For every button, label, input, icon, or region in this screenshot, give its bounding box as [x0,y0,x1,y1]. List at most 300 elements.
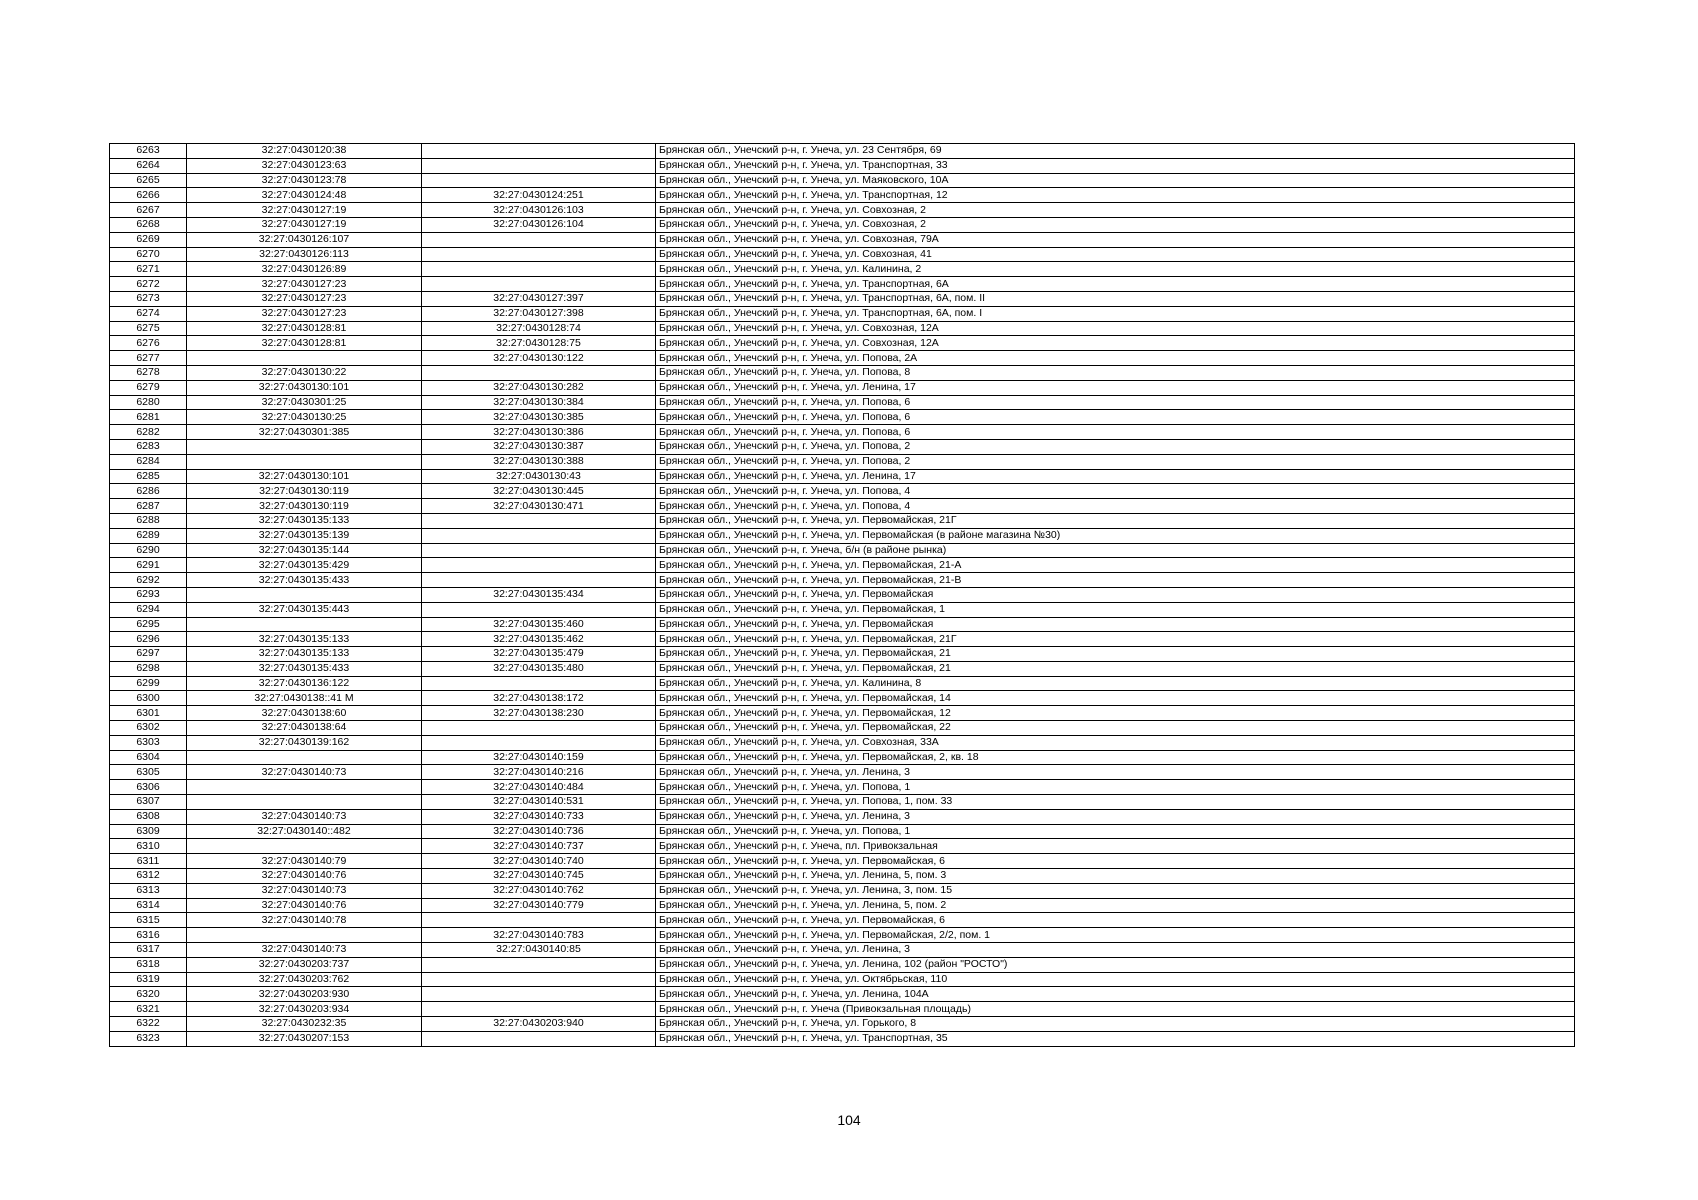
row-number-cell: 6310 [110,839,187,854]
cadastral-number-cell [187,750,422,765]
table-row [110,173,1575,188]
cadastral-number-cell: 32:27:0430139:162 [187,735,422,750]
object-number-cell: 32:27:0430140:779 [422,898,656,913]
row-number-cell: 6271 [110,262,187,277]
row-number-cell: 6272 [110,277,187,292]
table-row [110,499,1575,514]
table-row [110,321,1575,336]
address-cell: Брянская обл., Унечский р-н, г. Унеча, ул. Ленина, 3 [656,809,1575,824]
table-row [110,721,1575,736]
object-number-cell: 32:27:0430127:397 [422,291,656,306]
table-row [110,336,1575,351]
row-number-cell: 6263 [110,144,187,159]
cadastral-number-cell: 32:27:0430135:144 [187,543,422,558]
row-number-cell: 6321 [110,1002,187,1017]
object-number-cell: 32:27:0430130:282 [422,380,656,395]
row-number-cell: 6277 [110,351,187,366]
table-row [110,573,1575,588]
cadastral-number-cell: 32:27:0430130:101 [187,380,422,395]
address-cell: Брянская обл., Унечский р-н, г. Унеча, ул. Транспортная, 12 [656,188,1575,203]
row-number-cell: 6282 [110,425,187,440]
table-row [110,469,1575,484]
address-cell: Брянская обл., Унечский р-н, г. Унеча, ул. Ленина, 104А [656,987,1575,1002]
cadastral-number-cell: 32:27:0430130:119 [187,484,422,499]
row-number-cell: 6273 [110,291,187,306]
cadastral-number-cell: 32:27:0430128:81 [187,321,422,336]
address-cell: Брянская обл., Унечский р-н, г. Унеча, ул. Совхозная, 41 [656,247,1575,262]
cadastral-number-cell: 32:27:0430130:119 [187,499,422,514]
address-cell: Брянская обл., Унечский р-н, г. Унеча, ул. 23 Сентября, 69 [656,144,1575,159]
cadastral-number-cell: 32:27:0430135:133 [187,647,422,662]
table-row [110,188,1575,203]
row-number-cell: 6301 [110,706,187,721]
cadastral-number-cell: 32:27:0430301:25 [187,395,422,410]
row-number-cell: 6270 [110,247,187,262]
row-number-cell: 6279 [110,380,187,395]
table-row [110,1017,1575,1032]
object-number-cell [422,262,656,277]
row-number-cell: 6284 [110,454,187,469]
object-number-cell: 32:27:0430126:103 [422,203,656,218]
address-cell: Брянская обл., Унечский р-н, г. Унеча, ул. Попова, 1, пом. 33 [656,795,1575,810]
object-number-cell: 32:27:0430130:471 [422,499,656,514]
registry-table [109,143,1575,1047]
object-number-cell [422,676,656,691]
object-number-cell [422,573,656,588]
cadastral-number-cell: 32:27:0430207:153 [187,1031,422,1046]
object-number-cell [422,277,656,292]
row-number-cell: 6269 [110,232,187,247]
object-number-cell [422,365,656,380]
address-cell: Брянская обл., Унечский р-н, г. Унеча, ул. Первомайская [656,617,1575,632]
cadastral-number-cell [187,454,422,469]
cadastral-number-cell [187,351,422,366]
row-number-cell: 6318 [110,957,187,972]
cadastral-number-cell: 32:27:0430124:48 [187,188,422,203]
table-row [110,735,1575,750]
object-number-cell: 32:27:0430140:85 [422,943,656,958]
object-number-cell: 32:27:0430130:43 [422,469,656,484]
row-number-cell: 6311 [110,854,187,869]
table-row [110,602,1575,617]
object-number-cell: 32:27:0430130:385 [422,410,656,425]
table-row [110,513,1575,528]
address-cell: Брянская обл., Унечский р-н, г. Унеча, ул. Ленина, 5, пом. 3 [656,869,1575,884]
table-row [110,661,1575,676]
table-row [110,869,1575,884]
cadastral-number-cell: 32:27:0430123:63 [187,158,422,173]
cadastral-number-cell: 32:27:0430138:64 [187,721,422,736]
cadastral-number-cell [187,839,422,854]
table-row [110,247,1575,262]
object-number-cell [422,528,656,543]
table-row [110,365,1575,380]
object-number-cell [422,173,656,188]
cadastral-number-cell: 32:27:0430120:38 [187,144,422,159]
row-number-cell: 6294 [110,602,187,617]
cadastral-number-cell: 32:27:0430140:73 [187,809,422,824]
cadastral-number-cell: 32:27:0430140:73 [187,943,422,958]
row-number-cell: 6316 [110,928,187,943]
row-number-cell: 6317 [110,943,187,958]
object-number-cell [422,913,656,928]
object-number-cell [422,1002,656,1017]
cadastral-number-cell: 32:27:0430140:76 [187,869,422,884]
address-cell: Брянская обл., Унечский р-н, г. Унеча, ул. Первомайская, 21Г [656,632,1575,647]
object-number-cell: 32:27:0430135:479 [422,647,656,662]
cadastral-number-cell: 32:27:0430140:73 [187,765,422,780]
address-cell: Брянская обл., Унечский р-н, г. Унеча, ул. Совхозная, 12А [656,321,1575,336]
address-cell: Брянская обл., Унечский р-н, г. Унеча, ул. Калинина, 2 [656,262,1575,277]
cadastral-number-cell: 32:27:0430127:19 [187,217,422,232]
row-number-cell: 6295 [110,617,187,632]
table-row [110,291,1575,306]
object-number-cell [422,1031,656,1046]
table-row [110,158,1575,173]
table-row [110,587,1575,602]
object-number-cell: 32:27:0430130:445 [422,484,656,499]
cadastral-number-cell [187,795,422,810]
row-number-cell: 6323 [110,1031,187,1046]
table-row [110,647,1575,662]
cadastral-number-cell [187,587,422,602]
object-number-cell: 32:27:0430128:74 [422,321,656,336]
cadastral-number-cell: 32:27:0430301:385 [187,425,422,440]
row-number-cell: 6266 [110,188,187,203]
table-row [110,750,1575,765]
address-cell: Брянская обл., Унечский р-н, г. Унеча, ул. Первомайская, 21-В [656,573,1575,588]
row-number-cell: 6278 [110,365,187,380]
object-number-cell: 32:27:0430130:122 [422,351,656,366]
cadastral-number-cell: 32:27:0430203:762 [187,972,422,987]
object-number-cell: 32:27:0430140:762 [422,883,656,898]
object-number-cell [422,543,656,558]
address-cell: Брянская обл., Унечский р-н, г. Унеча, ул. Совхозная, 79А [656,232,1575,247]
row-number-cell: 6313 [110,883,187,898]
table-row [110,558,1575,573]
cadastral-number-cell: 32:27:0430140:73 [187,883,422,898]
table-row [110,380,1575,395]
object-number-cell [422,558,656,573]
cadastral-number-cell: 32:27:0430140::482 [187,824,422,839]
table-row [110,957,1575,972]
address-cell: Брянская обл., Унечский р-н, г. Унеча, ул. Ленина, 3, пом. 15 [656,883,1575,898]
object-number-cell: 32:27:0430140:531 [422,795,656,810]
table-row [110,232,1575,247]
row-number-cell: 6286 [110,484,187,499]
object-number-cell: 32:27:0430140:216 [422,765,656,780]
cadastral-number-cell [187,439,422,454]
cadastral-number-cell: 32:27:0430130:22 [187,365,422,380]
table-row [110,809,1575,824]
row-number-cell: 6304 [110,750,187,765]
object-number-cell: 32:27:0430130:388 [422,454,656,469]
address-cell: Брянская обл., Унечский р-н, г. Унеча (Привокзальная площадь) [656,1002,1575,1017]
object-number-cell [422,987,656,1002]
address-cell: Брянская обл., Унечский р-н, г. Унеча, ул. Попова, 2 [656,439,1575,454]
row-number-cell: 6307 [110,795,187,810]
table-row [110,972,1575,987]
cadastral-number-cell: 32:27:0430126:113 [187,247,422,262]
table-row [110,691,1575,706]
table-row [110,617,1575,632]
object-number-cell [422,957,656,972]
table-row [110,410,1575,425]
address-cell: Брянская обл., Унечский р-н, г. Унеча, ул. Калинина, 8 [656,676,1575,691]
address-cell: Брянская обл., Унечский р-н, г. Унеча, ул. Попова, 6 [656,395,1575,410]
table-row [110,1031,1575,1046]
address-cell: Брянская обл., Унечский р-н, г. Унеча, ул. Совхозная, 2 [656,203,1575,218]
object-number-cell: 32:27:0430140:737 [422,839,656,854]
address-cell: Брянская обл., Унечский р-н, г. Унеча, б/н (в районе рынка) [656,543,1575,558]
address-cell: Брянская обл., Унечский р-н, г. Унеча, ул. Первомайская, 21-А [656,558,1575,573]
address-cell: Брянская обл., Унечский р-н, г. Унеча, ул. Первомайская, 21 [656,661,1575,676]
address-cell: Брянская обл., Унечский р-н, г. Унеча, ул. Попова, 6 [656,425,1575,440]
address-cell: Брянская обл., Унечский р-н, г. Унеча, ул. Ленина, 3 [656,765,1575,780]
object-number-cell: 32:27:0430140:736 [422,824,656,839]
cadastral-number-cell: 32:27:0430135:443 [187,602,422,617]
row-number-cell: 6309 [110,824,187,839]
row-number-cell: 6300 [110,691,187,706]
address-cell: Брянская обл., Унечский р-н, г. Унеча, ул. Попова, 1 [656,824,1575,839]
table-row [110,439,1575,454]
object-number-cell: 32:27:0430140:733 [422,809,656,824]
table-row [110,262,1575,277]
row-number-cell: 6285 [110,469,187,484]
cadastral-number-cell: 32:27:0430140:76 [187,898,422,913]
object-number-cell [422,513,656,528]
cadastral-number-cell: 32:27:0430135:433 [187,661,422,676]
address-cell: Брянская обл., Унечский р-н, г. Унеча, пл. Привокзальная [656,839,1575,854]
table-row [110,454,1575,469]
address-cell: Брянская обл., Унечский р-н, г. Унеча, ул. Первомайская, 2, кв. 18 [656,750,1575,765]
cadastral-number-cell: 32:27:0430135:139 [187,528,422,543]
address-cell: Брянская обл., Унечский р-н, г. Унеча, ул. Ленина, 17 [656,380,1575,395]
address-cell: Брянская обл., Унечский р-н, г. Унеча, ул. Октябрьская, 110 [656,972,1575,987]
cadastral-number-cell [187,928,422,943]
row-number-cell: 6312 [110,869,187,884]
row-number-cell: 6322 [110,1017,187,1032]
table-row [110,144,1575,159]
address-cell: Брянская обл., Унечский р-н, г. Унеча, ул. Попова, 6 [656,410,1575,425]
object-number-cell: 32:27:0430140:484 [422,780,656,795]
address-cell: Брянская обл., Унечский р-н, г. Унеча, ул. Транспортная, 6А [656,277,1575,292]
row-number-cell: 6281 [110,410,187,425]
row-number-cell: 6299 [110,676,187,691]
cadastral-number-cell: 32:27:0430135:133 [187,513,422,528]
table-row [110,780,1575,795]
row-number-cell: 6289 [110,528,187,543]
table-row [110,765,1575,780]
row-number-cell: 6319 [110,972,187,987]
cadastral-number-cell: 32:27:0430140:79 [187,854,422,869]
cadastral-number-cell: 32:27:0430126:107 [187,232,422,247]
row-number-cell: 6264 [110,158,187,173]
table-row [110,351,1575,366]
address-cell: Брянская обл., Унечский р-н, г. Унеча, ул. Ленина, 17 [656,469,1575,484]
address-cell: Брянская обл., Унечский р-н, г. Унеча, ул. Попова, 1 [656,780,1575,795]
row-number-cell: 6265 [110,173,187,188]
cadastral-number-cell: 32:27:0430135:429 [187,558,422,573]
cadastral-number-cell: 32:27:0430203:930 [187,987,422,1002]
object-number-cell [422,972,656,987]
object-number-cell: 32:27:0430126:104 [422,217,656,232]
address-cell: Брянская обл., Унечский р-н, г. Унеча, ул. Транспортная, 6А, пом. II [656,291,1575,306]
address-cell: Брянская обл., Унечский р-н, г. Унеча, ул. Первомайская, 21Г [656,513,1575,528]
cadastral-number-cell: 32:27:0430130:25 [187,410,422,425]
cadastral-number-cell: 32:27:0430127:19 [187,203,422,218]
address-cell: Брянская обл., Унечский р-н, г. Унеча, ул. Первомайская [656,587,1575,602]
row-number-cell: 6292 [110,573,187,588]
object-number-cell [422,158,656,173]
object-number-cell: 32:27:0430135:434 [422,587,656,602]
row-number-cell: 6290 [110,543,187,558]
table-row [110,277,1575,292]
address-cell: Брянская обл., Унечский р-н, г. Унеча, ул. Первомайская, 14 [656,691,1575,706]
registry-table-body [110,144,1575,1047]
object-number-cell: 32:27:0430140:159 [422,750,656,765]
cadastral-number-cell: 32:27:0430127:23 [187,291,422,306]
cadastral-number-cell: 32:27:0430128:81 [187,336,422,351]
cadastral-number-cell: 32:27:0430135:133 [187,632,422,647]
object-number-cell: 32:27:0430124:251 [422,188,656,203]
table-row [110,898,1575,913]
row-number-cell: 6274 [110,306,187,321]
object-number-cell: 32:27:0430140:783 [422,928,656,943]
table-row [110,217,1575,232]
row-number-cell: 6296 [110,632,187,647]
address-cell: Брянская обл., Унечский р-н, г. Унеча, ул. Попова, 2А [656,351,1575,366]
address-cell: Брянская обл., Унечский р-н, г. Унеча, ул. Ленина, 102 (район "РОСТО") [656,957,1575,972]
address-cell: Брянская обл., Унечский р-н, г. Унеча, ул. Ленина, 3 [656,943,1575,958]
table-row [110,795,1575,810]
row-number-cell: 6267 [110,203,187,218]
row-number-cell: 6314 [110,898,187,913]
table-row [110,395,1575,410]
table-row [110,676,1575,691]
address-cell: Брянская обл., Унечский р-н, г. Унеча, ул. Первомайская (в районе магазина №30) [656,528,1575,543]
table-row [110,1002,1575,1017]
object-number-cell: 32:27:0430130:384 [422,395,656,410]
address-cell: Брянская обл., Унечский р-н, г. Унеча, ул. Совхозная, 12А [656,336,1575,351]
address-cell: Брянская обл., Унечский р-н, г. Унеча, ул. Горького, 8 [656,1017,1575,1032]
table-row [110,883,1575,898]
table-row [110,943,1575,958]
cadastral-number-cell: 32:27:0430203:737 [187,957,422,972]
table-row [110,203,1575,218]
row-number-cell: 6298 [110,661,187,676]
row-number-cell: 6268 [110,217,187,232]
row-number-cell: 6280 [110,395,187,410]
table-row [110,824,1575,839]
address-cell: Брянская обл., Унечский р-н, г. Унеча, ул. Первомайская, 6 [656,913,1575,928]
address-cell: Брянская обл., Унечский р-н, г. Унеча, ул. Попова, 4 [656,484,1575,499]
row-number-cell: 6291 [110,558,187,573]
object-number-cell [422,735,656,750]
object-number-cell [422,144,656,159]
object-number-cell: 32:27:0430135:480 [422,661,656,676]
cadastral-number-cell: 32:27:0430140:78 [187,913,422,928]
cadastral-number-cell: 32:27:0430127:23 [187,306,422,321]
address-cell: Брянская обл., Унечский р-н, г. Унеча, ул. Первомайская, 22 [656,721,1575,736]
table-row [110,928,1575,943]
row-number-cell: 6275 [110,321,187,336]
row-number-cell: 6288 [110,513,187,528]
address-cell: Брянская обл., Унечский р-н, г. Унеча, ул. Ленина, 5, пом. 2 [656,898,1575,913]
table-row [110,706,1575,721]
address-cell: Брянская обл., Унечский р-н, г. Унеча, ул. Попова, 2 [656,454,1575,469]
object-number-cell: 32:27:0430127:398 [422,306,656,321]
table-row [110,839,1575,854]
object-number-cell: 32:27:0430140:745 [422,869,656,884]
table-row [110,528,1575,543]
address-cell: Брянская обл., Унечский р-н, г. Унеча, ул. Первомайская, 2/2, пом. 1 [656,928,1575,943]
address-cell: Брянская обл., Унечский р-н, г. Унеча, ул. Транспортная, 33 [656,158,1575,173]
object-number-cell: 32:27:0430138:172 [422,691,656,706]
table-row [110,913,1575,928]
row-number-cell: 6315 [110,913,187,928]
row-number-cell: 6302 [110,721,187,736]
address-cell: Брянская обл., Унечский р-н, г. Унеча, ул. Попова, 4 [656,499,1575,514]
row-number-cell: 6306 [110,780,187,795]
object-number-cell: 32:27:0430135:460 [422,617,656,632]
row-number-cell: 6303 [110,735,187,750]
cadastral-number-cell [187,617,422,632]
row-number-cell: 6320 [110,987,187,1002]
object-number-cell [422,247,656,262]
table-row [110,306,1575,321]
table-row [110,484,1575,499]
row-number-cell: 6305 [110,765,187,780]
address-cell: Брянская обл., Унечский р-н, г. Унеча, ул. Первомайская, 1 [656,602,1575,617]
address-cell: Брянская обл., Унечский р-н, г. Унеча, ул. Совхозная, 33А [656,735,1575,750]
cadastral-number-cell: 32:27:0430135:433 [187,573,422,588]
address-cell: Брянская обл., Унечский р-н, г. Унеча, ул. Первомайская, 12 [656,706,1575,721]
row-number-cell: 6283 [110,439,187,454]
object-number-cell: 32:27:0430140:740 [422,854,656,869]
object-number-cell [422,721,656,736]
object-number-cell: 32:27:0430128:75 [422,336,656,351]
address-cell: Брянская обл., Унечский р-н, г. Унеча, ул. Первомайская, 21 [656,647,1575,662]
object-number-cell: 32:27:0430130:387 [422,439,656,454]
row-number-cell: 6297 [110,647,187,662]
table-row [110,987,1575,1002]
cadastral-number-cell: 32:27:0430232:35 [187,1017,422,1032]
address-cell: Брянская обл., Унечский р-н, г. Унеча, ул. Транспортная, 6А, пом. I [656,306,1575,321]
cadastral-number-cell: 32:27:0430127:23 [187,277,422,292]
address-cell: Брянская обл., Унечский р-н, г. Унеча, ул. Первомайская, 6 [656,854,1575,869]
cadastral-number-cell: 32:27:0430203:934 [187,1002,422,1017]
cadastral-number-cell: 32:27:0430136:122 [187,676,422,691]
row-number-cell: 6287 [110,499,187,514]
row-number-cell: 6308 [110,809,187,824]
page-number: 104 [837,1112,861,1128]
cadastral-number-cell: 32:27:0430123:78 [187,173,422,188]
object-number-cell [422,602,656,617]
address-cell: Брянская обл., Унечский р-н, г. Унеча, ул. Совхозная, 2 [656,217,1575,232]
object-number-cell: 32:27:0430135:462 [422,632,656,647]
cadastral-number-cell: 32:27:0430138:60 [187,706,422,721]
object-number-cell: 32:27:0430130:386 [422,425,656,440]
cadastral-number-cell: 32:27:0430126:89 [187,262,422,277]
row-number-cell: 6276 [110,336,187,351]
object-number-cell: 32:27:0430203:940 [422,1017,656,1032]
row-number-cell: 6293 [110,587,187,602]
table-row [110,632,1575,647]
object-number-cell [422,232,656,247]
table-row [110,854,1575,869]
table-row [110,543,1575,558]
